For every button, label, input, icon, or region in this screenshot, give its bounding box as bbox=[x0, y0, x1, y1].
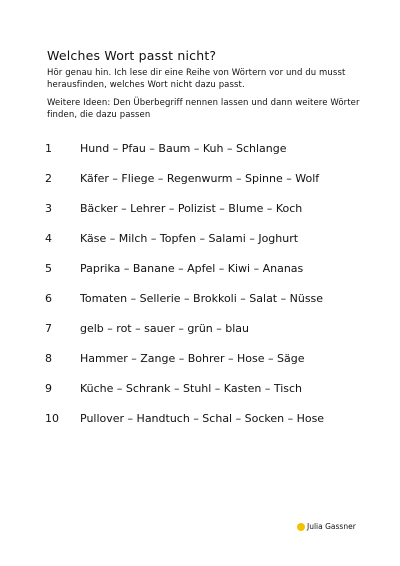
list-item bbox=[0, 262, 400, 280]
item-words: Pullover – Handtuch – Schal – Socken – Hose bbox=[80, 412, 325, 425]
item-number: 6 bbox=[45, 292, 52, 305]
worksheet-title: Welches Wort passt nicht? bbox=[47, 48, 217, 63]
author-credit bbox=[297, 522, 356, 531]
item-number: 8 bbox=[45, 352, 52, 365]
list-item bbox=[0, 412, 400, 430]
list-item bbox=[0, 322, 400, 340]
list-item bbox=[0, 202, 400, 220]
item-words: gelb – rot – sauer – grün – blau bbox=[80, 322, 250, 335]
item-number: 2 bbox=[45, 172, 52, 185]
item-number: 4 bbox=[45, 232, 52, 245]
list-item bbox=[0, 142, 400, 160]
list-item bbox=[0, 232, 400, 250]
item-words: Paprika – Banane – Apfel – Kiwi – Ananas bbox=[80, 262, 304, 275]
item-number: 1 bbox=[45, 142, 52, 155]
list-item bbox=[0, 382, 400, 400]
item-number: 9 bbox=[45, 382, 52, 395]
instructions-text: Hör genau hin. Ich lese dir eine Reihe von Wörtern vor und du musst herausfinden, welches Wort nicht dazu passt. bbox=[47, 68, 346, 90]
item-words: Küche – Schrank – Stuhl – Kasten – Tisch bbox=[80, 382, 303, 395]
item-number: 5 bbox=[45, 262, 52, 275]
item-number: 10 bbox=[45, 412, 59, 425]
item-words: Käse – Milch – Topfen – Salami – Joghurt bbox=[80, 232, 299, 245]
author-name: Julia Gassner bbox=[307, 522, 356, 531]
item-words: Hammer – Zange – Bohrer – Hose – Säge bbox=[80, 352, 305, 365]
item-words: Tomaten – Sellerie – Brokkoli – Salat – Nüsse bbox=[80, 292, 324, 305]
list-item bbox=[0, 352, 400, 370]
item-words: Käfer – Fliege – Regenwurm – Spinne – Wolf bbox=[80, 172, 320, 185]
item-number: 7 bbox=[45, 322, 52, 335]
list-item bbox=[0, 172, 400, 190]
item-words: Hund – Pfau – Baum – Kuh – Schlange bbox=[80, 142, 287, 155]
smiley-icon bbox=[297, 523, 305, 531]
item-words: Bäcker – Lehrer – Polizist – Blume – Koch bbox=[80, 202, 303, 215]
item-number: 3 bbox=[45, 202, 52, 215]
further-ideas-text: Weitere Ideen: Den Überbegriff nennen lassen und dann weitere Wörter finden, die dazu passen bbox=[47, 98, 360, 120]
list-item bbox=[0, 292, 400, 310]
